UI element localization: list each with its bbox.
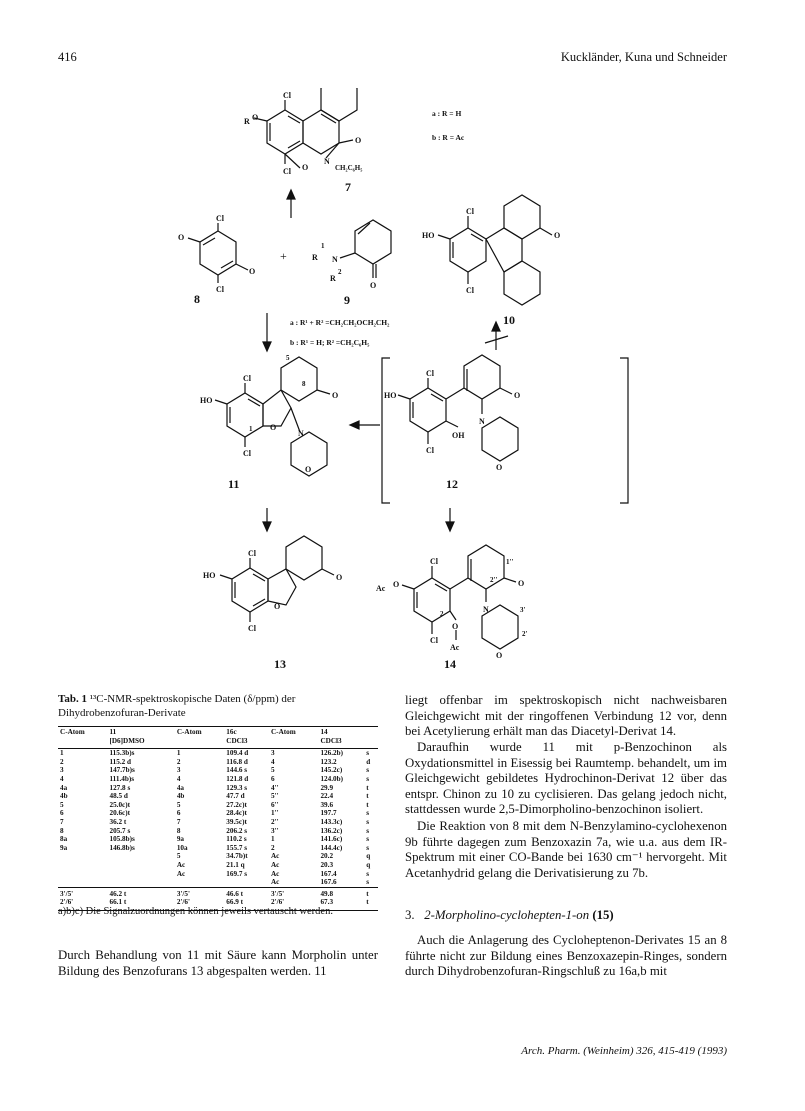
table-row — [58, 766, 378, 775]
table-cell: 4 — [176, 774, 181, 783]
r-7: R — [244, 117, 250, 126]
table-row — [58, 827, 378, 836]
table-cell: 110.2 s — [226, 835, 247, 844]
ho-12: HO — [384, 391, 397, 400]
table-cell: 105.8b)s — [109, 835, 135, 844]
compound-11-structure — [215, 357, 330, 476]
table-caption-label: Tab. 1 — [58, 693, 87, 705]
table-cell: s — [366, 826, 369, 835]
table-cell: 144.6 s — [226, 766, 248, 775]
ac-o-14: Ac — [376, 584, 386, 593]
table-cell: 206.2 s — [226, 826, 248, 835]
table-cell: 2 — [176, 757, 181, 766]
pos8-11: 8 — [302, 380, 306, 388]
compound-7-structure — [254, 88, 357, 168]
table-cell — [58, 878, 107, 887]
r1-9: R — [312, 253, 318, 262]
cl-8b: Cl — [216, 285, 224, 294]
sup1-9: 1 — [321, 242, 325, 250]
section-title: 2-Morpholino-cyclohepten-1-on — [424, 908, 590, 922]
table-cell: 2'/6' — [269, 898, 318, 910]
table-cell: 4'' — [270, 783, 279, 792]
table-cell — [107, 878, 174, 887]
col-header-16c: 16c CDCl3 — [226, 728, 248, 745]
o-13c: O — [336, 573, 343, 582]
table-cell: 6 — [176, 809, 181, 818]
table-cell: 20.3 — [320, 860, 334, 869]
cl-14a: Cl — [430, 557, 438, 566]
table-cell: 7 — [176, 817, 181, 826]
table-cell: 3'/5' — [175, 887, 224, 898]
compound-9-structure — [340, 220, 391, 278]
table-cell: 124.0b) — [320, 774, 344, 783]
r2-9: R — [330, 274, 336, 283]
table-cell: 34.7b)t — [226, 852, 248, 861]
table-cell: 115.2 d — [109, 757, 132, 766]
left-column-paragraph: Durch Behandlung von 11 mit Säure kann Morpholin unter Bildung des Benzofurans 13 abgespalten werden. 11 — [58, 948, 378, 978]
label-14: 14 — [444, 657, 456, 671]
table-cell: t — [366, 783, 369, 792]
table-cell: 115.3b)s — [109, 749, 135, 758]
table-row — [58, 792, 378, 801]
cl-12a: Cl — [426, 369, 434, 378]
table-cell: 8 — [60, 826, 64, 835]
table-row — [58, 878, 378, 887]
table-cell: 22.4 — [320, 792, 334, 801]
section-number: 3. — [405, 908, 415, 922]
table-cell: s — [366, 766, 369, 775]
table-cell: 155.7 s — [226, 843, 248, 852]
ac-14: Ac — [450, 643, 460, 652]
table-cell: s — [366, 817, 369, 826]
table-row — [58, 870, 378, 879]
cl-10a: Cl — [466, 207, 474, 216]
table-cell: 136.2c) — [320, 826, 343, 835]
table-cell: t — [366, 792, 369, 801]
label-12: 12 — [446, 477, 458, 491]
pos1pp-14: 1'' — [506, 558, 514, 566]
table-cell: 1 — [176, 749, 181, 758]
table-cell: 169.7 s — [226, 869, 248, 878]
table-cell: 1'' — [270, 809, 279, 818]
table-row — [58, 784, 378, 793]
right-paragraph-3: Die Reaktion von 8 mit dem N-Benzylamino-cyclohexenon 9b führte dagegen zum Benzoxazin 7a, wie u.a. aus dem IR-Spektrum mit einer CO-Bande bei 1630 cm⁻¹ hervorgeht. Mit Acetanhydrid gelang die Derivatisierung zu 7b. — [405, 819, 727, 880]
table-cell: 48.5 d — [109, 792, 128, 801]
table-row — [58, 835, 378, 844]
table-cell: 5 — [60, 800, 64, 809]
table-cell: 6 — [60, 809, 64, 818]
table-cell: 9a — [176, 835, 185, 844]
table-cell: 143.3c) — [320, 817, 343, 826]
compound-12-structure — [398, 355, 521, 461]
label-9: 9 — [344, 293, 350, 307]
table-cell: q — [366, 860, 371, 869]
table-cell: 20.2 — [320, 852, 334, 861]
running-head: Kuckländer, Kuna und Schneider — [560, 50, 727, 64]
o-12c: O — [514, 391, 521, 400]
o-10: O — [554, 231, 561, 240]
table-cell — [58, 870, 107, 879]
table-cell: s — [366, 749, 369, 758]
cl-10b: Cl — [466, 286, 474, 295]
table-cell: 3'/5' — [58, 887, 107, 898]
table-cell: 197.7 — [320, 809, 337, 818]
table-cell: Ac — [176, 869, 186, 878]
table-row — [58, 861, 378, 870]
table-cell: 2 — [270, 843, 275, 852]
table-cell: 127.8 s — [109, 783, 131, 792]
cl-11a: Cl — [243, 374, 251, 383]
table-cell: 109.4 d — [226, 749, 249, 758]
table-cell: 66.9 t — [224, 898, 269, 910]
table-cell: 1 — [60, 749, 64, 758]
table-cell: 144.4c) — [320, 843, 343, 852]
table-cell: 4a — [176, 783, 185, 792]
o-11c: O — [332, 391, 339, 400]
o-12m: O — [496, 463, 503, 472]
table-cell: 5 — [176, 852, 181, 861]
label-11: 11 — [228, 477, 240, 491]
table-cell: 5 — [270, 766, 275, 775]
compound-14-structure — [402, 545, 518, 649]
table-cell — [107, 870, 174, 879]
table-cell: 4b — [176, 792, 185, 801]
table-cell: 8 — [176, 826, 181, 835]
table-cell: 116.8 d — [226, 757, 248, 766]
pos2-14: 2 — [440, 610, 444, 618]
table-row — [58, 809, 378, 818]
table-cell: 39.6 — [320, 800, 334, 809]
table-row — [58, 887, 378, 898]
col-header-c-atom-1: C-Atom — [60, 728, 85, 736]
cl-13a: Cl — [248, 549, 256, 558]
table-cell — [107, 861, 174, 870]
journal-reference: Arch. Pharm. (Weinheim) 326, 415-419 (1993) — [521, 1045, 727, 1057]
table-cell: 67.3 — [318, 898, 364, 910]
table-row — [58, 818, 378, 827]
table-cell — [58, 852, 107, 861]
table-cell: Ac — [270, 869, 280, 878]
section-heading — [405, 908, 614, 923]
pos2p-14: 2' — [522, 630, 528, 638]
reaction-scheme — [150, 88, 710, 683]
table-cell: 46.2 t — [107, 887, 174, 898]
table-cell: 3 — [176, 766, 181, 775]
right-paragraph-1: liegt offenbar im spektroskopisch nicht nachweisbaren Gleichgewicht mit der ringoffenen Verbindung 12 vor, denn bei Acetylierung erhält man das Diacetyl-Derivat 14. — [405, 693, 727, 739]
label-7: 7 — [345, 180, 351, 194]
cl-11b: Cl — [243, 449, 251, 458]
table-cell: 146.8b)s — [109, 843, 135, 852]
o-9: O — [370, 281, 377, 290]
table-cell: 205.7 s — [109, 826, 131, 835]
o-14a: O — [393, 580, 400, 589]
ho-10: HO — [422, 231, 435, 240]
table-cell: 2'' — [270, 817, 279, 826]
table-cell — [58, 861, 107, 870]
o-7r: O — [252, 113, 259, 122]
table-cell: 29.9 — [320, 783, 334, 792]
table-cell: 145.2c) — [320, 766, 343, 775]
table-body — [58, 749, 378, 911]
col-header-mult — [364, 727, 378, 749]
table-cell: Ac — [270, 860, 280, 869]
table-cell: 10a — [176, 843, 188, 852]
table-cell: 167.6 — [320, 878, 337, 887]
table-cell: 25.0c)t — [109, 800, 131, 809]
legend-9b: b : R¹ = H; R² =CH₂C₆H₅ — [290, 338, 370, 347]
label-13: 13 — [274, 657, 286, 671]
ho-13: HO — [203, 571, 216, 580]
right-paragraph-2: Daraufhin wurde 11 mit p-Benzochinon als Oxydationsmittel in Eisessig bei Raumtemp. behandelt, um im Gleichgewicht gebildetes Hydrochinon-Derivat 12 über das entspr. Chinon zu 10 zu cyclisieren. Das gelang jedoch nicht, stattdessen wurde 2,5-Dimorpholino-benzochinon isoliert. — [405, 740, 727, 817]
table-cell: 66.1 t — [107, 898, 174, 910]
table-cell: Ac — [176, 860, 186, 869]
table-cell: 3'' — [270, 826, 279, 835]
table-cell: 4 — [270, 757, 275, 766]
table-cell: d — [366, 757, 371, 766]
table-cell: 20.6c)t — [109, 809, 131, 818]
pos5-11: 5 — [286, 354, 290, 362]
table-cell: 36.2 t — [109, 817, 127, 826]
table-cell: s — [366, 843, 369, 852]
col-header-14: 14 CDCl3 — [320, 728, 342, 745]
table-cell: 129.3 s — [226, 783, 248, 792]
table-header-row — [58, 727, 378, 749]
o-11: O — [270, 423, 277, 432]
pos1-11: 1 — [249, 425, 253, 433]
table-cell: t — [364, 898, 378, 910]
table-cell: s — [366, 809, 369, 818]
table-row — [58, 844, 378, 853]
table-cell: 5'' — [270, 792, 279, 801]
table-cell: 167.4 — [320, 869, 337, 878]
o-8a: O — [178, 233, 185, 242]
table-cell: 4b — [60, 792, 68, 801]
col-header-11: 11 [D6]DMSO — [109, 728, 145, 745]
o-7: O — [302, 163, 309, 172]
table-cell: 3 — [60, 766, 64, 775]
table-cell: 126.2b) — [320, 749, 344, 758]
table-cell: 121.8 d — [226, 774, 249, 783]
label-8: 8 — [194, 292, 200, 306]
right-paragraph-4: Auch die Anlagerung des Cycloheptenon-Derivates 15 an 8 führte nicht zur Bildung eines Benzoxazepin-Ringes, sondern durch Dihydrobenzofuran-Ringschluß zu 16a,b mit — [405, 933, 727, 979]
nmr-data-table — [58, 726, 378, 911]
o-14c: O — [518, 579, 525, 588]
cl-13b: Cl — [248, 624, 256, 633]
n-7: N — [324, 157, 330, 166]
table-cell: 46.6 t — [224, 887, 269, 898]
table-cell: 2'/6' — [58, 898, 107, 910]
table-cell: 39.5c)t — [226, 817, 247, 826]
table-cell: Ac — [270, 852, 280, 861]
cl-8a: Cl — [216, 214, 224, 223]
table-row — [58, 852, 378, 861]
o-13: O — [274, 602, 281, 611]
table-cell — [175, 878, 224, 887]
compound-8-structure — [188, 223, 248, 283]
table-cell: 1 — [270, 835, 275, 844]
pos3p-14: 3' — [520, 606, 526, 614]
legend-7b: b : R = Ac — [432, 133, 465, 142]
table-row — [58, 775, 378, 784]
sup2-9: 2 — [338, 268, 342, 276]
table-row — [58, 749, 378, 758]
table-cell: 141.6c) — [320, 835, 343, 844]
table-cell: 3'/5' — [269, 887, 318, 898]
o-11m: O — [305, 465, 312, 474]
table-cell: Ac — [270, 878, 280, 887]
table-cell: 147.7b)s — [109, 766, 135, 775]
n-11: N — [298, 429, 304, 438]
table-footnote: a)b)c) Die Signalzuordnungen können jeweils vertauscht werden. — [58, 906, 333, 917]
col-header-c-atom-3: C-Atom — [270, 728, 296, 736]
table-cell: q — [366, 852, 371, 861]
ho-11: HO — [200, 396, 213, 405]
compound-10-structure — [438, 195, 552, 305]
pos2pp-14: 2'' — [490, 576, 498, 584]
table-cell — [107, 852, 174, 861]
legend-7a: a : R = H — [432, 109, 462, 118]
cl-7a: Cl — [283, 91, 291, 100]
table-cell: 47.7 d — [226, 792, 245, 801]
table-cell: 9a — [60, 843, 68, 852]
table-cell: 111.4b)s — [109, 774, 135, 783]
cl-7b: Cl — [283, 167, 291, 176]
table-cell: 123.2 — [320, 757, 337, 766]
n-14: N — [483, 605, 489, 614]
table-cell: 6 — [270, 774, 275, 783]
table-row — [58, 758, 378, 767]
table-cell: s — [366, 835, 369, 844]
table-cell: 28.4c)t — [226, 809, 247, 818]
table-cell: s — [366, 878, 369, 887]
n-9: N — [332, 255, 338, 264]
legend-9a: a : R¹ + R² =CH₂CH₂OCH₂CH₂ — [290, 318, 390, 327]
table-cell — [224, 878, 269, 887]
cl-14b: Cl — [430, 636, 438, 645]
col-header-c-atom-2: C-Atom — [176, 728, 202, 736]
oh-12: OH — [452, 431, 465, 440]
table-cell: 8a — [60, 835, 68, 844]
o-14m: O — [496, 651, 503, 660]
table-cell: s — [366, 774, 369, 783]
benzyl-7: CH₂C₆H₅ — [335, 164, 363, 172]
table-cell: 49.8 — [318, 887, 364, 898]
table-cell: 5 — [176, 800, 181, 809]
o-14b: O — [452, 622, 459, 631]
table-cell: s — [366, 869, 369, 878]
o-7c: O — [355, 136, 362, 145]
n-12: N — [479, 417, 485, 426]
table-cell: 2 — [60, 757, 64, 766]
plus-sign: + — [280, 249, 287, 263]
table-row — [58, 801, 378, 810]
table-cell: 3 — [270, 749, 275, 758]
table-cell: t — [366, 800, 369, 809]
table-caption — [58, 692, 378, 720]
table-cell: 4a — [60, 783, 68, 792]
section-compound-ref: (15) — [592, 908, 614, 922]
table-cell: 4 — [60, 774, 64, 783]
table-cell: 27.2c)t — [226, 800, 247, 809]
label-10: 10 — [503, 313, 515, 327]
table-caption-text: ¹³C-NMR-spektroskopische Daten (δ/ppm) der Dihydrobenzofuran-Derivate — [58, 693, 296, 719]
table-cell: 21.1 q — [226, 860, 245, 869]
cl-12b: Cl — [426, 446, 434, 455]
o-8b: O — [249, 267, 256, 276]
table-cell: 6'' — [270, 800, 279, 809]
table-cell: 2'/6' — [175, 898, 224, 910]
page-number: 416 — [58, 50, 77, 64]
table-cell: 7 — [60, 817, 64, 826]
table-cell: t — [364, 887, 378, 898]
